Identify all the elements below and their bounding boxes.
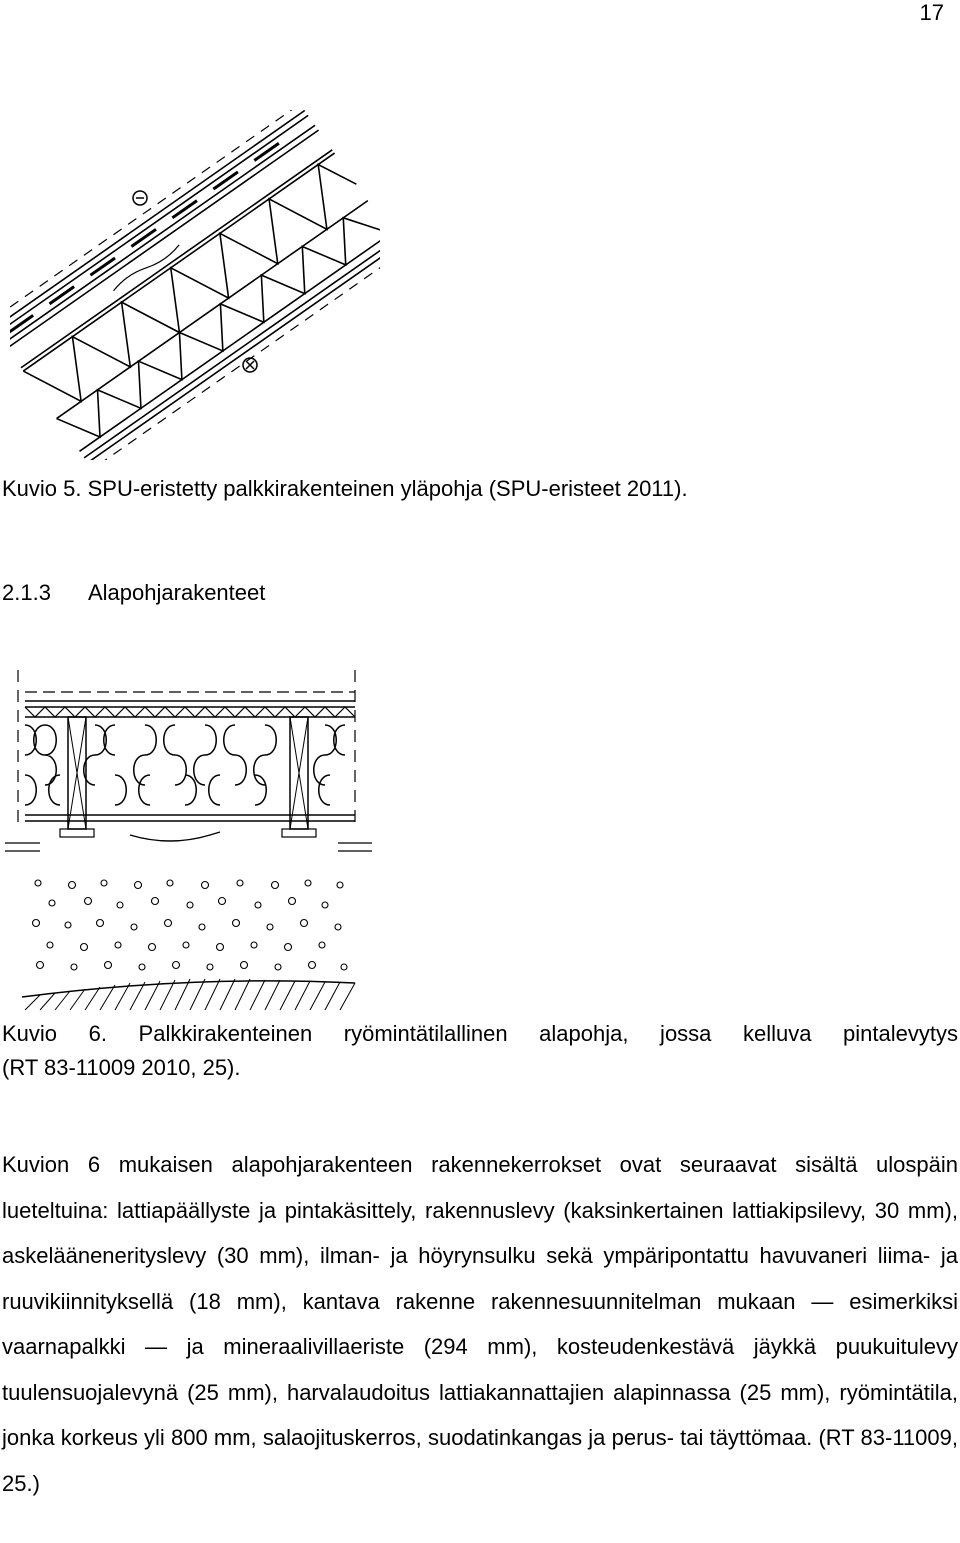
figure-6-caption-line1: Kuvio 6. Palkkirakenteinen ryömintätilallinen alapohja, jossa kelluva pintalevytys: [2, 1021, 958, 1046]
section-number: 2.1.3: [2, 580, 51, 605]
page-number: 17: [919, 0, 944, 25]
figure-6-caption: [2, 1017, 958, 1085]
section-heading: [2, 580, 265, 606]
figure-6-floor-drawing: [0, 665, 380, 1015]
figure-5-roof-drawing: [10, 110, 380, 460]
body-paragraph: Kuvion 6 mukaisen alapohjarakenteen rakennekerrokset ovat seuraavat sisältä ulospäin lueteltuina: lattiapäällyste ja pintakäsittely, rakennuslevy (kaksinkertainen lattiakipsilevy, 30 mm), askeläänenerityslevy (30 mm), ilman- ja höyrynsulku sekä ympäripontattu havuvaneri liima- ja ruuvikiinnityksellä (18 mm), kantava rakenne rakennesuunnitelman mukaan — esimerkiksi vaarnapalkki — ja mineraalivillaeriste (294 mm), kosteudenkestävä jäykkä puukuitulevy tuulensuojalevynä (25 mm), harvalaudoitus lattiakannattajien alapinnassa (25 mm), ryömintätila, jonka korkeus yli 800 mm, salaojituskerros, suodatinkangas ja perus- tai täyttömaa. (RT 83-11009, 25.): [2, 1152, 958, 1496]
section-title: Alapohjarakenteet: [88, 580, 266, 605]
figure-5-caption: Kuvio 5. SPU-eristetty palkkirakenteinen yläpohja (SPU-eristeet 2011).: [2, 476, 688, 501]
figure-6-caption-line2: (RT 83-11009 2010, 25).: [2, 1055, 241, 1080]
